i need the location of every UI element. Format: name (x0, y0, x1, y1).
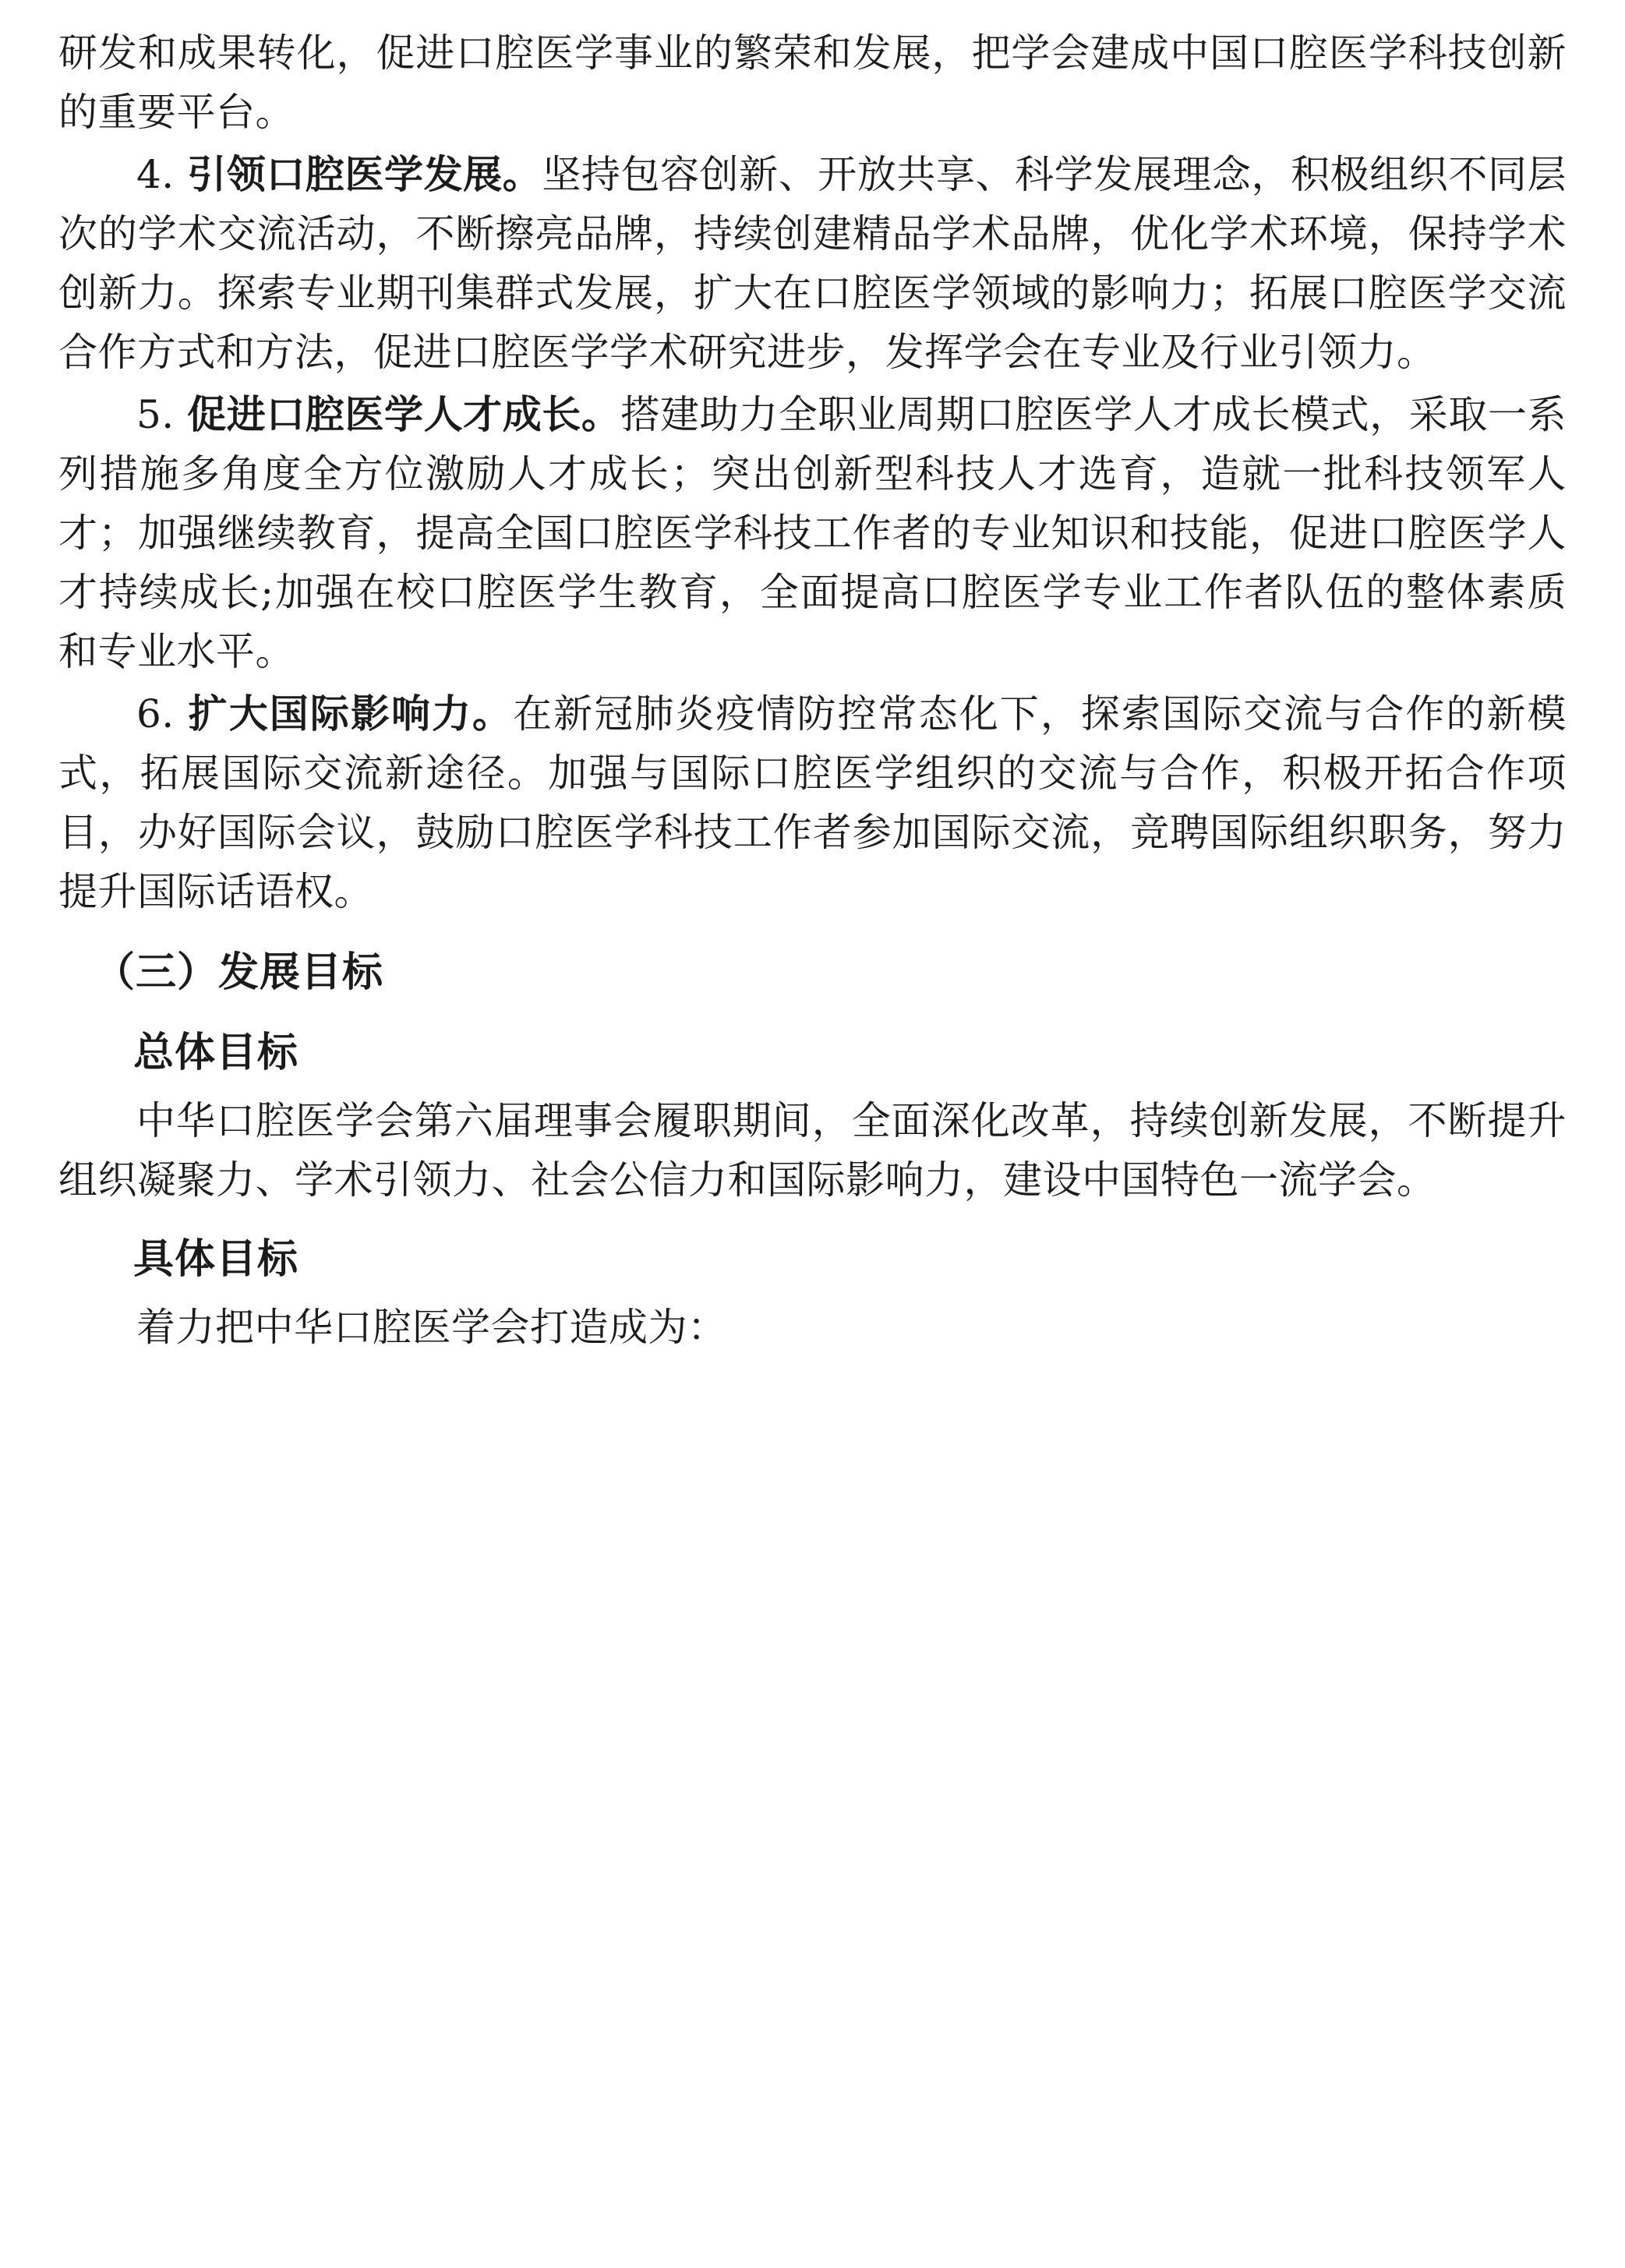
document-body (58, 23, 1567, 1357)
item-lead: 引领口腔医学发展。 (187, 151, 542, 197)
item-number: 6. (136, 691, 175, 737)
subheading-overall-goal: 总体目标 (133, 1029, 299, 1077)
item-text: 在新冠肺炎疫情防控常态化下，探索国际交流与合作的新模式，拓展国际交流新途径。加强与国际口腔医学组织的交流与合作，积极开拓合作项目，办好国际会议，鼓励口腔医学科技工作者参加国际交流，竞聘国际组织职务，努力提升国际话语权。 (58, 691, 1567, 914)
item-number: 5. (136, 392, 175, 437)
numbered-item-6 (58, 684, 1567, 921)
paragraph-specific-goal: 着力把中华口腔医学会打造成为： (136, 1305, 727, 1351)
section-heading-development-goals: （三）发展目标 (94, 949, 384, 996)
item-text: 坚持包容创新、开放共享、科学发展理念，积极组织不同层次的学术交流活动，不断擦亮品牌，持续创建精品学术品牌，优化学术环境，保持学术创新力。探索专业期刊集群式发展，扩大在口腔医学领域的影响力；拓展口腔医学交流合作方式和方法，促进口腔医学学术研究进步，发挥学会在专业及行业引领力。 (58, 152, 1567, 375)
item-lead: 促进口腔医学人才成长。 (187, 391, 621, 437)
paragraph-continued: 研发和成果转化，促进口腔医学事业的繁荣和发展，把学会建成中国口腔医学科技创新的重要平台。 (58, 30, 1567, 135)
numbered-item-4 (58, 145, 1567, 382)
paragraph-overall-goal: 中华口腔医学会第六届理事会履职期间，全面深化改革，持续创新发展，不断提升组织凝聚力、学术引领力、社会公信力和国际影响力，建设中国特色一流学会。 (58, 1098, 1567, 1203)
item-number: 4. (136, 152, 175, 197)
item-text: 搭建助力全职业周期口腔医学人才成长模式，采取一系列措施多角度全方位激励人才成长；突出创新型科技人才选育，造就一批科技领军人才；加强继续教育，提高全国口腔医学科技工作者的专业知识和技能，促进口腔医学人才持续成长;加强在校口腔医学生教育，全面提高口腔医学专业工作者队伍的整体素质和专业水平。 (58, 392, 1567, 674)
numbered-item-5 (58, 385, 1567, 681)
item-lead: 扩大国际影响力。 (188, 691, 514, 737)
subheading-specific-goal: 具体目标 (133, 1235, 299, 1284)
